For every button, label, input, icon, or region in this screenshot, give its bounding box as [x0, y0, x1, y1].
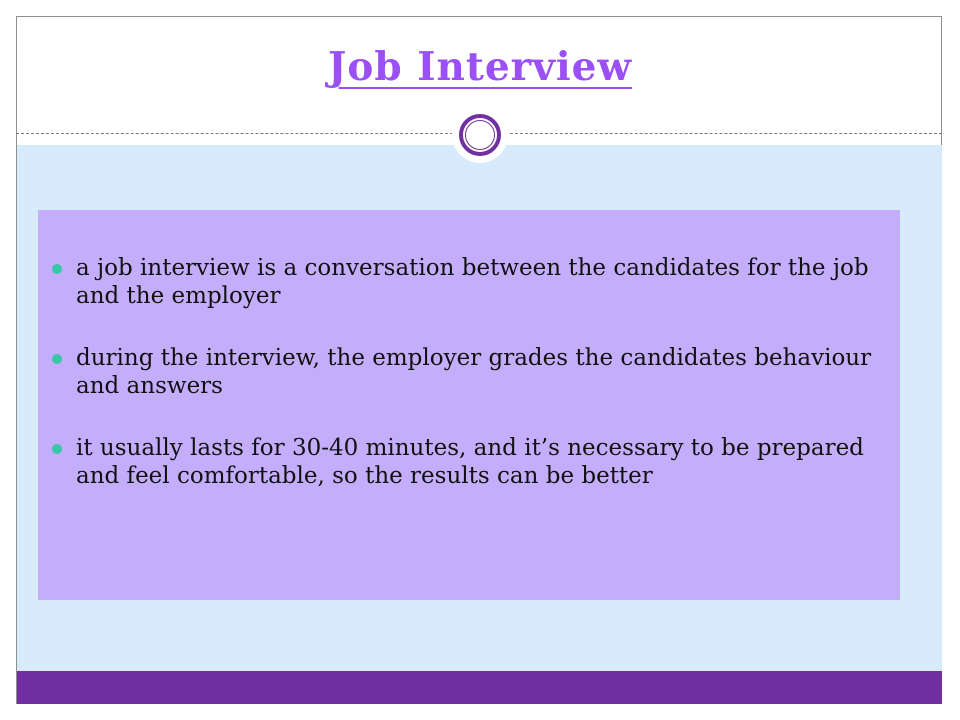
ornament-inner-ring	[465, 120, 495, 150]
ornament-outer-ring	[459, 114, 501, 156]
bullet-item	[52, 434, 880, 490]
content-box	[38, 210, 900, 600]
bullet-item	[52, 344, 880, 400]
bullet-dot-icon	[52, 354, 62, 364]
bullet-dot-icon	[52, 444, 62, 454]
bullet-text: during the interview, the employer grades the candidates behaviour and answers	[76, 345, 872, 399]
bullet-dot-icon	[52, 264, 62, 274]
circle-ring-icon	[452, 107, 508, 163]
bullet-text: a job interview is a conversation between the candidates for the job and the employer	[76, 255, 869, 309]
slide-title[interactable]: Job Interview	[327, 44, 633, 90]
bullet-item	[52, 254, 880, 310]
bullet-text: it usually lasts for 30-40 minutes, and it’s necessary to be prepared and feel comfortable, so the results can be better	[76, 435, 864, 489]
bullet-list	[52, 254, 880, 490]
footer-band	[17, 671, 942, 704]
